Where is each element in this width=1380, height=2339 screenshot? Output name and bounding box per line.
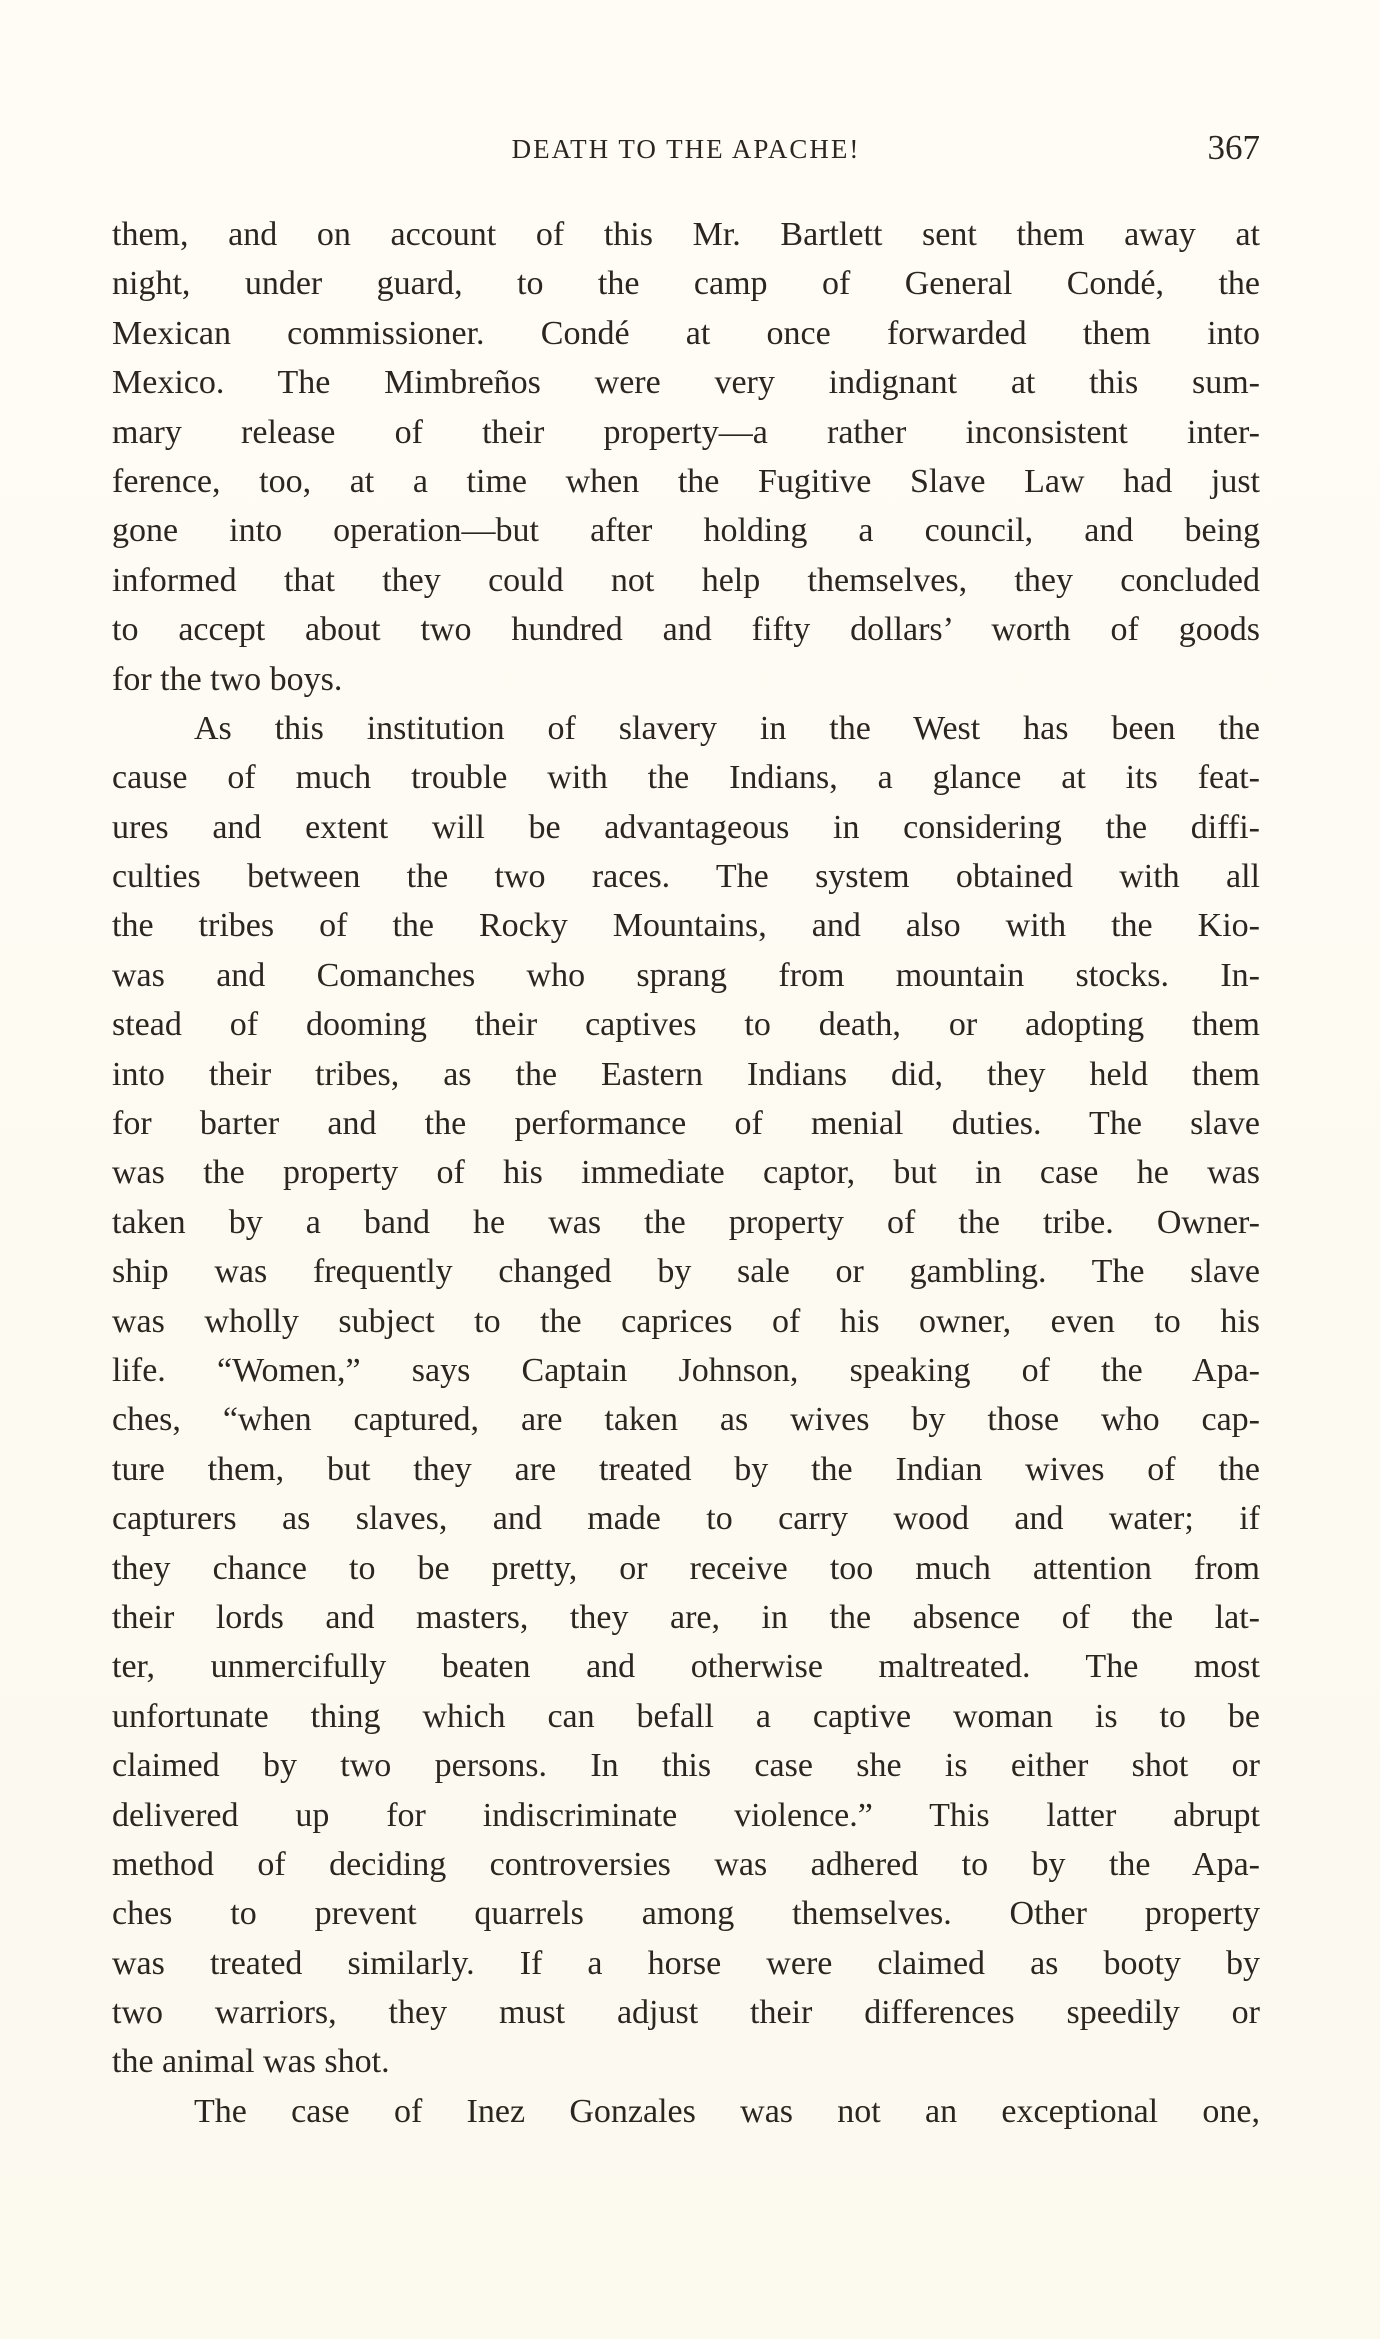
text-line: Mexico. The Mimbreños were very indignant at this sum- [112,364,1260,402]
text-line: taken by a band he was the property of the tribe. Owner- [112,1203,1260,1241]
text-line: mary release of their property—a rather inconsistent inter- [112,413,1260,451]
text-line: As this institution of slavery in the West has been the [194,709,1260,747]
body-text [112,210,1260,2136]
text-line: into their tribes, as the Eastern Indians did, they held them [112,1055,1260,1093]
text-line: method of deciding controversies was adhered to by the Apa- [112,1845,1260,1883]
text-line: to accept about two hundred and fifty dollars’ worth of goods [112,611,1260,649]
text-line: The case of Inez Gonzales was not an exceptional one, [194,2092,1260,2130]
text-line: was the property of his immediate captor, but in case he was [112,1154,1260,1192]
text-line: ture them, but they are treated by the Indian wives of the [112,1450,1260,1488]
page-number: 367 [1207,128,1260,167]
text-line: their lords and masters, they are, in the absence of the lat- [112,1598,1260,1636]
text-line: for the two boys. [112,660,343,698]
text-line: Mexican commissioner. Condé at once forwarded them into [112,314,1260,352]
text-line: ference, too, at a time when the Fugitive Slave Law had just [112,462,1260,500]
text-line: them, and on account of this Mr. Bartlett sent them away at [112,216,1260,253]
text-line: unfortunate thing which can befall a captive woman is to be [112,1697,1260,1735]
text-line: claimed by two persons. In this case she is either shot or [112,1747,1260,1785]
text-line: capturers as slaves, and made to carry wood and water; if [112,1500,1260,1538]
text-line: for barter and the performance of menial duties. The slave [112,1105,1260,1143]
text-line: culties between the two races. The system obtained with all [112,858,1260,896]
text-line: ches, “when captured, are taken as wives by those who cap- [112,1401,1260,1439]
text-line: night, under guard, to the camp of General Condé, the [112,265,1260,303]
text-line: cause of much trouble with the Indians, a glance at its feat- [112,759,1260,797]
text-line: was treated similarly. If a horse were claimed as booty by [112,1944,1260,1982]
text-line: delivered up for indiscriminate violence.” This latter abrupt [112,1796,1260,1834]
text-line: ches to prevent quarrels among themselves. Other property [112,1895,1260,1933]
text-line: informed that they could not help themselves, they concluded [112,561,1260,599]
text-line: ter, unmercifully beaten and otherwise maltreated. The most [112,1648,1260,1686]
text-line: they chance to be pretty, or receive too much attention from [112,1549,1260,1587]
text-line: was and Comanches who sprang from mountain stocks. In- [112,956,1260,994]
text-line: two warriors, they must adjust their differences speedily or [112,1994,1260,2032]
text-line: the tribes of the Rocky Mountains, and also with the Kio- [112,907,1260,945]
text-line: gone into operation—but after holding a council, and being [112,512,1260,550]
text-line: ures and extent will be advantageous in considering the diffi- [112,808,1260,846]
text-line: ship was frequently changed by sale or gambling. The slave [112,1253,1260,1291]
text-line: the animal was shot. [112,2043,390,2081]
text-line: was wholly subject to the caprices of his owner, even to his [112,1302,1260,1340]
running-head [112,128,1260,168]
text-line: life. “Women,” says Captain Johnson, speaking of the Apa- [112,1351,1260,1389]
text-line: stead of dooming their captives to death, or adopting them [112,1006,1260,1044]
running-title: DEATH TO THE APACHE! [511,134,861,164]
